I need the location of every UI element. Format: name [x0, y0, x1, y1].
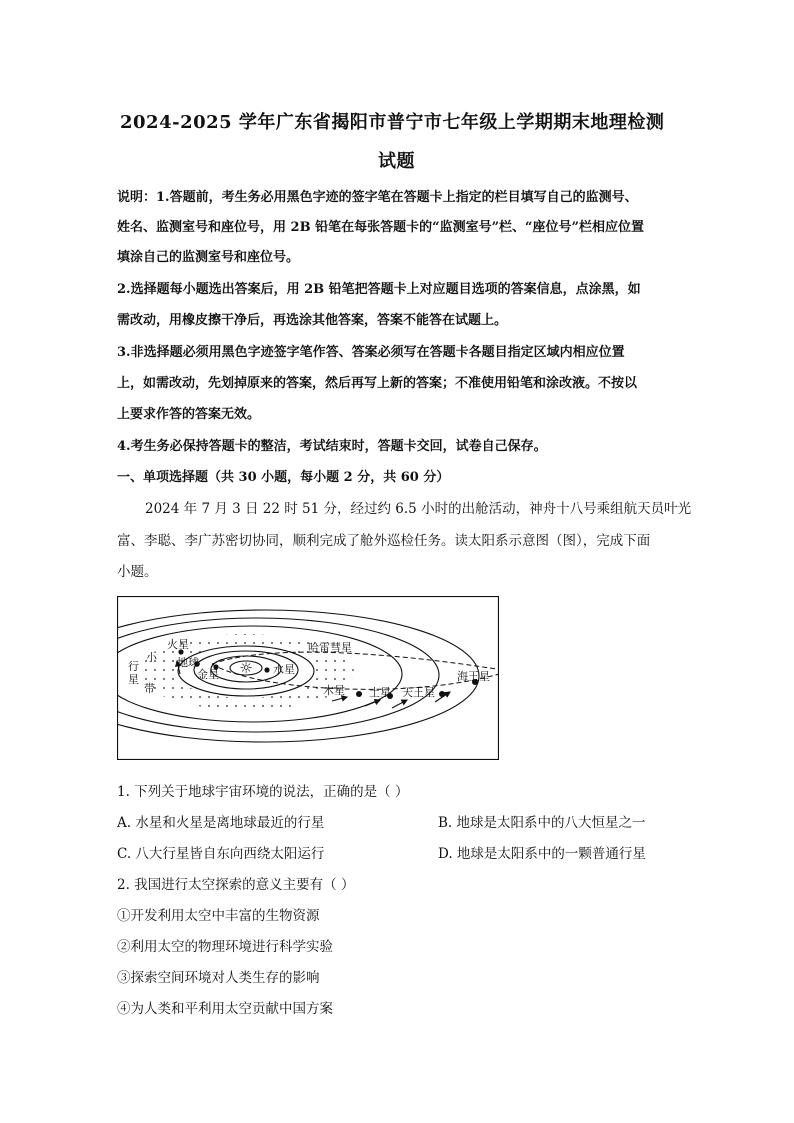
label-venus: 金星: [197, 668, 219, 681]
passage-line: 小题。: [117, 564, 158, 580]
question-2-item: ①开发利用太空中丰富的生物资源: [117, 908, 320, 924]
label-jupiter: 木星: [323, 684, 345, 697]
section-heading: 一、单项选择题（共 30 小题，每小题 2 分，共 60 分）: [117, 470, 450, 485]
jupiter-dot: [356, 691, 362, 697]
question-2-item: ③探索空间环境对人类生存的影响: [117, 970, 320, 986]
question-1-option-c: C. 八大行星皆自东向西绕太阳运行: [117, 846, 325, 862]
label-asteroid-belt-4: 带: [144, 682, 155, 695]
instruction-line: 说明：1.答题前，考生务必用黑色字迹的签字笔在答题卡上指定的栏目填写自己的监测号、: [117, 190, 638, 205]
label-uranus: 天王星: [402, 686, 435, 699]
instruction-line: 上，如需改动，先划掉原来的答案，然后再写上新的答案；不准使用铅笔和涂改液。不按以: [117, 376, 638, 391]
question-1-option-a: A. 水星和火星是离地球最近的行星: [117, 815, 325, 831]
solar-system-diagram: [117, 596, 499, 760]
instruction-line: 填涂自己的监测室号和座位号。: [117, 250, 300, 265]
question-1-option-d: D. 地球是太阳系中的一颗普通行星: [438, 846, 646, 862]
label-asteroid-belt-2: 行: [128, 660, 139, 673]
uranus-dot: [439, 691, 445, 697]
question-2-stem: 2. 我国进行太空探索的意义主要有（ ）: [117, 877, 355, 893]
instruction-line: 上要求作答的答案无效。: [117, 407, 261, 422]
question-2-item: ④为人类和平利用太空贡献中国方案: [117, 1001, 333, 1017]
document-title-line2: 试题: [378, 151, 415, 172]
instruction-line: 需改动，用橡皮擦干净后，再选涂其他答案，答案不能答在试题上。: [117, 313, 508, 328]
sun-icon: ☼: [239, 659, 253, 677]
passage-line: 2024 年 7 月 3 日 22 时 51 分，经过约 6.5 小时的出舱活动，神舟十八号乘组航天员叶光: [145, 501, 692, 517]
passage-line: 富、李聪、李广苏密切协同，顺利完成了舱外巡检任务。读太阳系示意图（图），完成下面: [117, 533, 651, 549]
instruction-line: 2.选择题每小题选出答案后，用 2B 铅笔把答题卡上对应题目选项的答案信息，点涂黑，如: [117, 282, 641, 297]
label-mercury: 水星: [273, 663, 295, 676]
instruction-line: 姓名、监测室号和座位号，用 2B 铅笔在每张答题卡的“监测室号”栏、“座位号”栏相应位置: [117, 220, 644, 235]
label-asteroid-belt-1: 小: [146, 651, 157, 664]
instruction-line: 4.考生务必保持答题卡的整洁，考试结束时，答题卡交回，试卷自己保存。: [117, 439, 547, 454]
label-mars: 火星: [167, 638, 189, 651]
question-2-item: ②利用太空的物理环境进行科学实验: [117, 939, 333, 955]
label-asteroid-belt-3: 星: [128, 673, 139, 686]
label-comet: 哈雷彗星: [308, 641, 352, 654]
mercury-dot: [264, 667, 269, 672]
question-1-option-b: B. 地球是太阳系中的八大恒星之一: [438, 815, 646, 831]
document-title-line1: 2024-2025 学年广东省揭阳市普宁市七年级上学期期末地理检测: [120, 112, 665, 133]
label-earth: 地球: [177, 656, 199, 669]
instruction-line: 3.非选择题必须用黑色字迹签字笔作答、答案必须写在答题卡各题目指定区域内相应位置: [117, 345, 625, 360]
label-neptune: 海王星: [457, 670, 490, 683]
question-1-stem: 1. 下列关于地球宇宙环境的说法，正确的是（ ）: [117, 784, 409, 800]
label-saturn: 土星: [369, 686, 391, 699]
